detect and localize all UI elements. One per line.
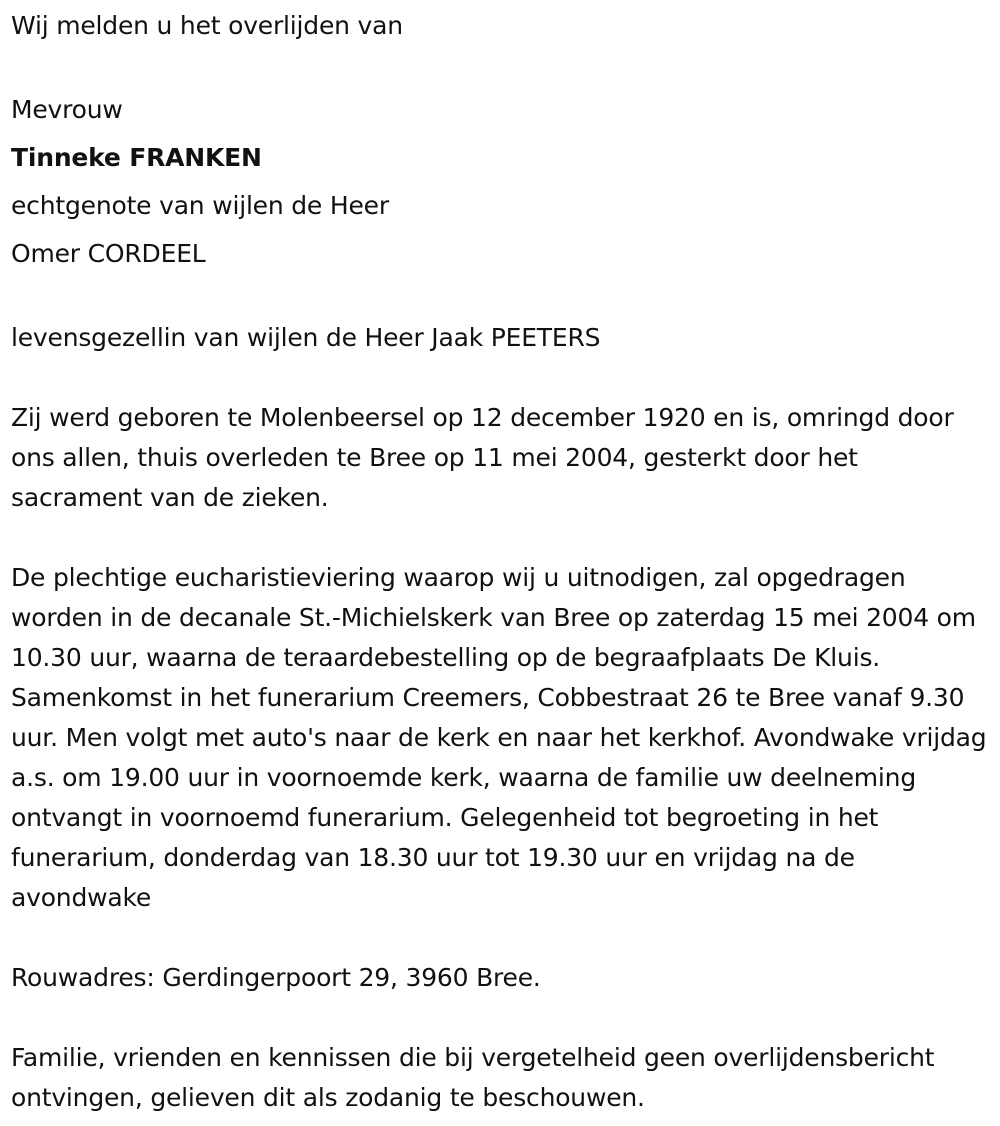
birth-death-paragraph: Zij werd geboren te Molenbeersel op 12 december 1920 en is, omringd door ons allen, thuis overleden te Bree op 11 mei 2004, gesterkt door het sacrament van de zieken. <box>11 403 954 512</box>
ceremony-paragraph: De plechtige eucharistieviering waarop wij u uitnodigen, zal opgedragen worden in de decanale St.-Michielskerk van Bree op zaterdag 15 mei 2004 om 10.30 uur, waarna de teraardebestelling op de begraafplaats De Kluis. Samenkomst in het funerarium Creemers, Cobbestraat 26 te Bree vanaf 9.30 uur. Men volgt met auto's naar de kerk en naar het kerkhof. Avondwake vrijdag a.s. om 19.00 uur in voornoemde kerk, waarna de familie uw deelneming ontvangt in voornoemd funerarium. Gelegenheid tot begroeting in het funerarium, donderdag van 18.30 uur tot 19.30 uur en vrijdag na de avondwake <box>11 563 987 912</box>
closing-paragraph: Familie, vrienden en kennissen die bij vergetelheid geen overlijdensbericht ontvingen, gelieven dit als zodanig te beschouwen. <box>11 1043 935 1112</box>
person-title: Mevrouw <box>11 95 123 124</box>
partner-line: levensgezellin van wijlen de Heer Jaak PEETERS <box>11 323 601 352</box>
obituary-notice <box>11 6 996 1118</box>
spouse-name: Omer CORDEEL <box>11 239 206 268</box>
person-name: Tinneke FRANKEN <box>11 143 262 172</box>
intro-line: Wij melden u het overlijden van <box>11 11 403 40</box>
relation-spouse-label: echtgenote van wijlen de Heer <box>11 191 389 220</box>
person-block <box>11 86 996 278</box>
mourning-address: Rouwadres: Gerdingerpoort 29, 3960 Bree. <box>11 963 541 992</box>
